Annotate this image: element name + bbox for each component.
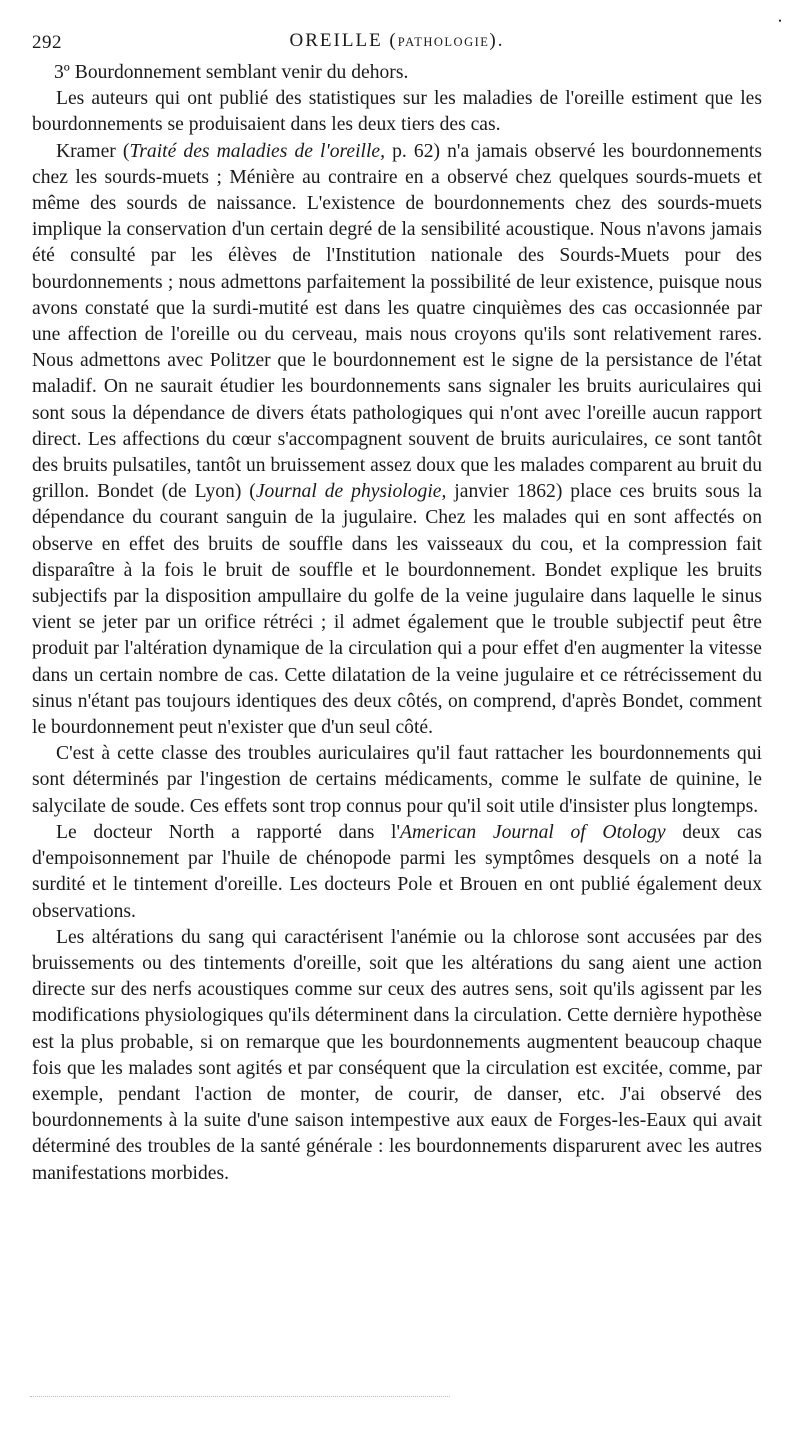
paragraph-anemie: Les altérations du sang qui caractérisent l'anémie ou la chlorose sont accusées par des bruissements ou des tintements d'oreille, soit que les altérations du sang aient une action directe sur des nerfs acoustiques comme sur ceux des autres sens, soit qu'ils agissent par les modifications physiologiques qu'ils déterminent dans la circulation. Cette dernière hypothèse est la plus probable, si on remarque que les bourdonnements augmentent beaucoup chaque fois que les malades sont agités et par conséquent que la circulation est excitée, comme, par exemple, pendant l'action de monter, de courir, de danser, etc. J'ai observé des bourdonnements à la suite d'une saison intempestive aux eaux de Forges-les-Eaux qui avait déterminé des troubles de la santé générale : les bourdonnements disparurent avec les autres manifestations morbides. bbox=[32, 926, 762, 1184]
running-title-subject: PATHOLOGIE bbox=[397, 35, 490, 49]
running-title-main: OREILLE ( bbox=[289, 30, 398, 51]
citation-traite: Traité des maladies de l'oreille, bbox=[129, 140, 386, 162]
citation-journal-physiologie: Journal de physiologie, bbox=[255, 481, 447, 503]
corner-mark: • bbox=[778, 16, 782, 26]
paragraph-kramer-text-b: p. 62) n'a jamais observé les bourdonnements chez les sourds-muets ; Ménière au contraire en a observé chez quelques sourds-muets et même des sourds de naissance. L'existence de bourdonnements chez des sourds-muets implique la conservation d'un certain degré de la sensibilité acoustique. Nous n'avons jamais été consulté par les élèves de l'Institution nationale des Sourds-Muets pour des bourdonnements ; nous admettons parfaitement la possibilité de leur existence, puisque nous avons constaté que la surdi-mutité est dans les quatre cinquièmes des cas occasionnée par une affection de l'oreille ou du cerveau, mais nous croyons qu'ils sont relativement rares. Nous admettons avec Politzer que le bourdonnement est le signe de la persistance de l'état maladif. On ne saurait étudier les bourdonnements sans signaler les bruits auriculaires qui sont sous la dépendance de divers états pathologiques qui n'ont avec l'oreille aucun rapport direct. Les affections du cœur s'accompagnent souvent de bruits auriculaires, ce sont tantôt des bruits pulsatiles, tantôt un bruissement assez doux que les malades comparent au bruit du grillon. Bondet (de Lyon) ( bbox=[32, 140, 763, 503]
paragraph-kramer-text-c: janvier 1862) place ces bruits sous la dépendance du courant sanguin de la jugulaire. Chez les malades qui en sont affectés on observe en effet des bruits de souffle dans les vaisseaux du cou, et la compression fait disparaître à la fois le bruit de souffle et le bourdonnement. Bondet explique les bruits subjectifs par la disposition ampullaire du golfe de la veine jugulaire dans laquelle le sinus vient se jeter par un orifice rétréci ; il admet également que le trouble subjectif peut être produit par l'altération dynamique de la circulation qui a pour effet d'en augmenter la vitesse dans un certain nombre de cas. Cette dilatation de la veine jugulaire et ce rétrécissement du sinus n'étant pas toujours identiques des deux côtés, on comprend, d'après Bondet, comment le bourdonnement peut n'exister que d'un seul côté. bbox=[32, 481, 762, 739]
footer-rule bbox=[30, 1396, 450, 1403]
paragraph-north-text-b: deux cas d'empoisonnement par l'huile de chénopode parmi les symptômes desquels on a noté la surdité et le tintement d'oreille. Les docteurs Pole et Brouen en ont publié également deux observations. bbox=[32, 821, 762, 922]
page-number: 292 bbox=[32, 32, 62, 53]
body-text bbox=[32, 60, 762, 1187]
section-heading: 3º Bourdonnement semblant venir du dehors. bbox=[54, 62, 409, 83]
paragraph-statistics: Les auteurs qui ont publié des statistiques sur les maladies de l'oreille estiment que les bourdonnements se produisaient dans les deux tiers des cas. bbox=[32, 88, 762, 136]
page bbox=[32, 16, 782, 1187]
paragraph-north bbox=[32, 820, 762, 925]
running-title bbox=[32, 30, 762, 52]
paragraph-kramer-text-a: Kramer ( bbox=[56, 140, 130, 162]
citation-american-journal: American Journal of Otology bbox=[400, 821, 666, 843]
running-title-end: ). bbox=[489, 30, 505, 51]
running-head bbox=[32, 16, 782, 60]
paragraph-north-text-a: Le docteur North a rapporté dans l' bbox=[56, 821, 401, 843]
paragraph-kramer bbox=[32, 139, 762, 742]
paragraph-medicaments: C'est à cette classe des troubles auriculaires qu'il faut rattacher les bourdonnements qui sont déterminés par l'ingestion de certains médicaments, comme le sulfate de quinine, le salycilate de soude. Ces effets sont trop connus pour qu'il soit utile d'insister plus longtemps. bbox=[32, 743, 762, 817]
